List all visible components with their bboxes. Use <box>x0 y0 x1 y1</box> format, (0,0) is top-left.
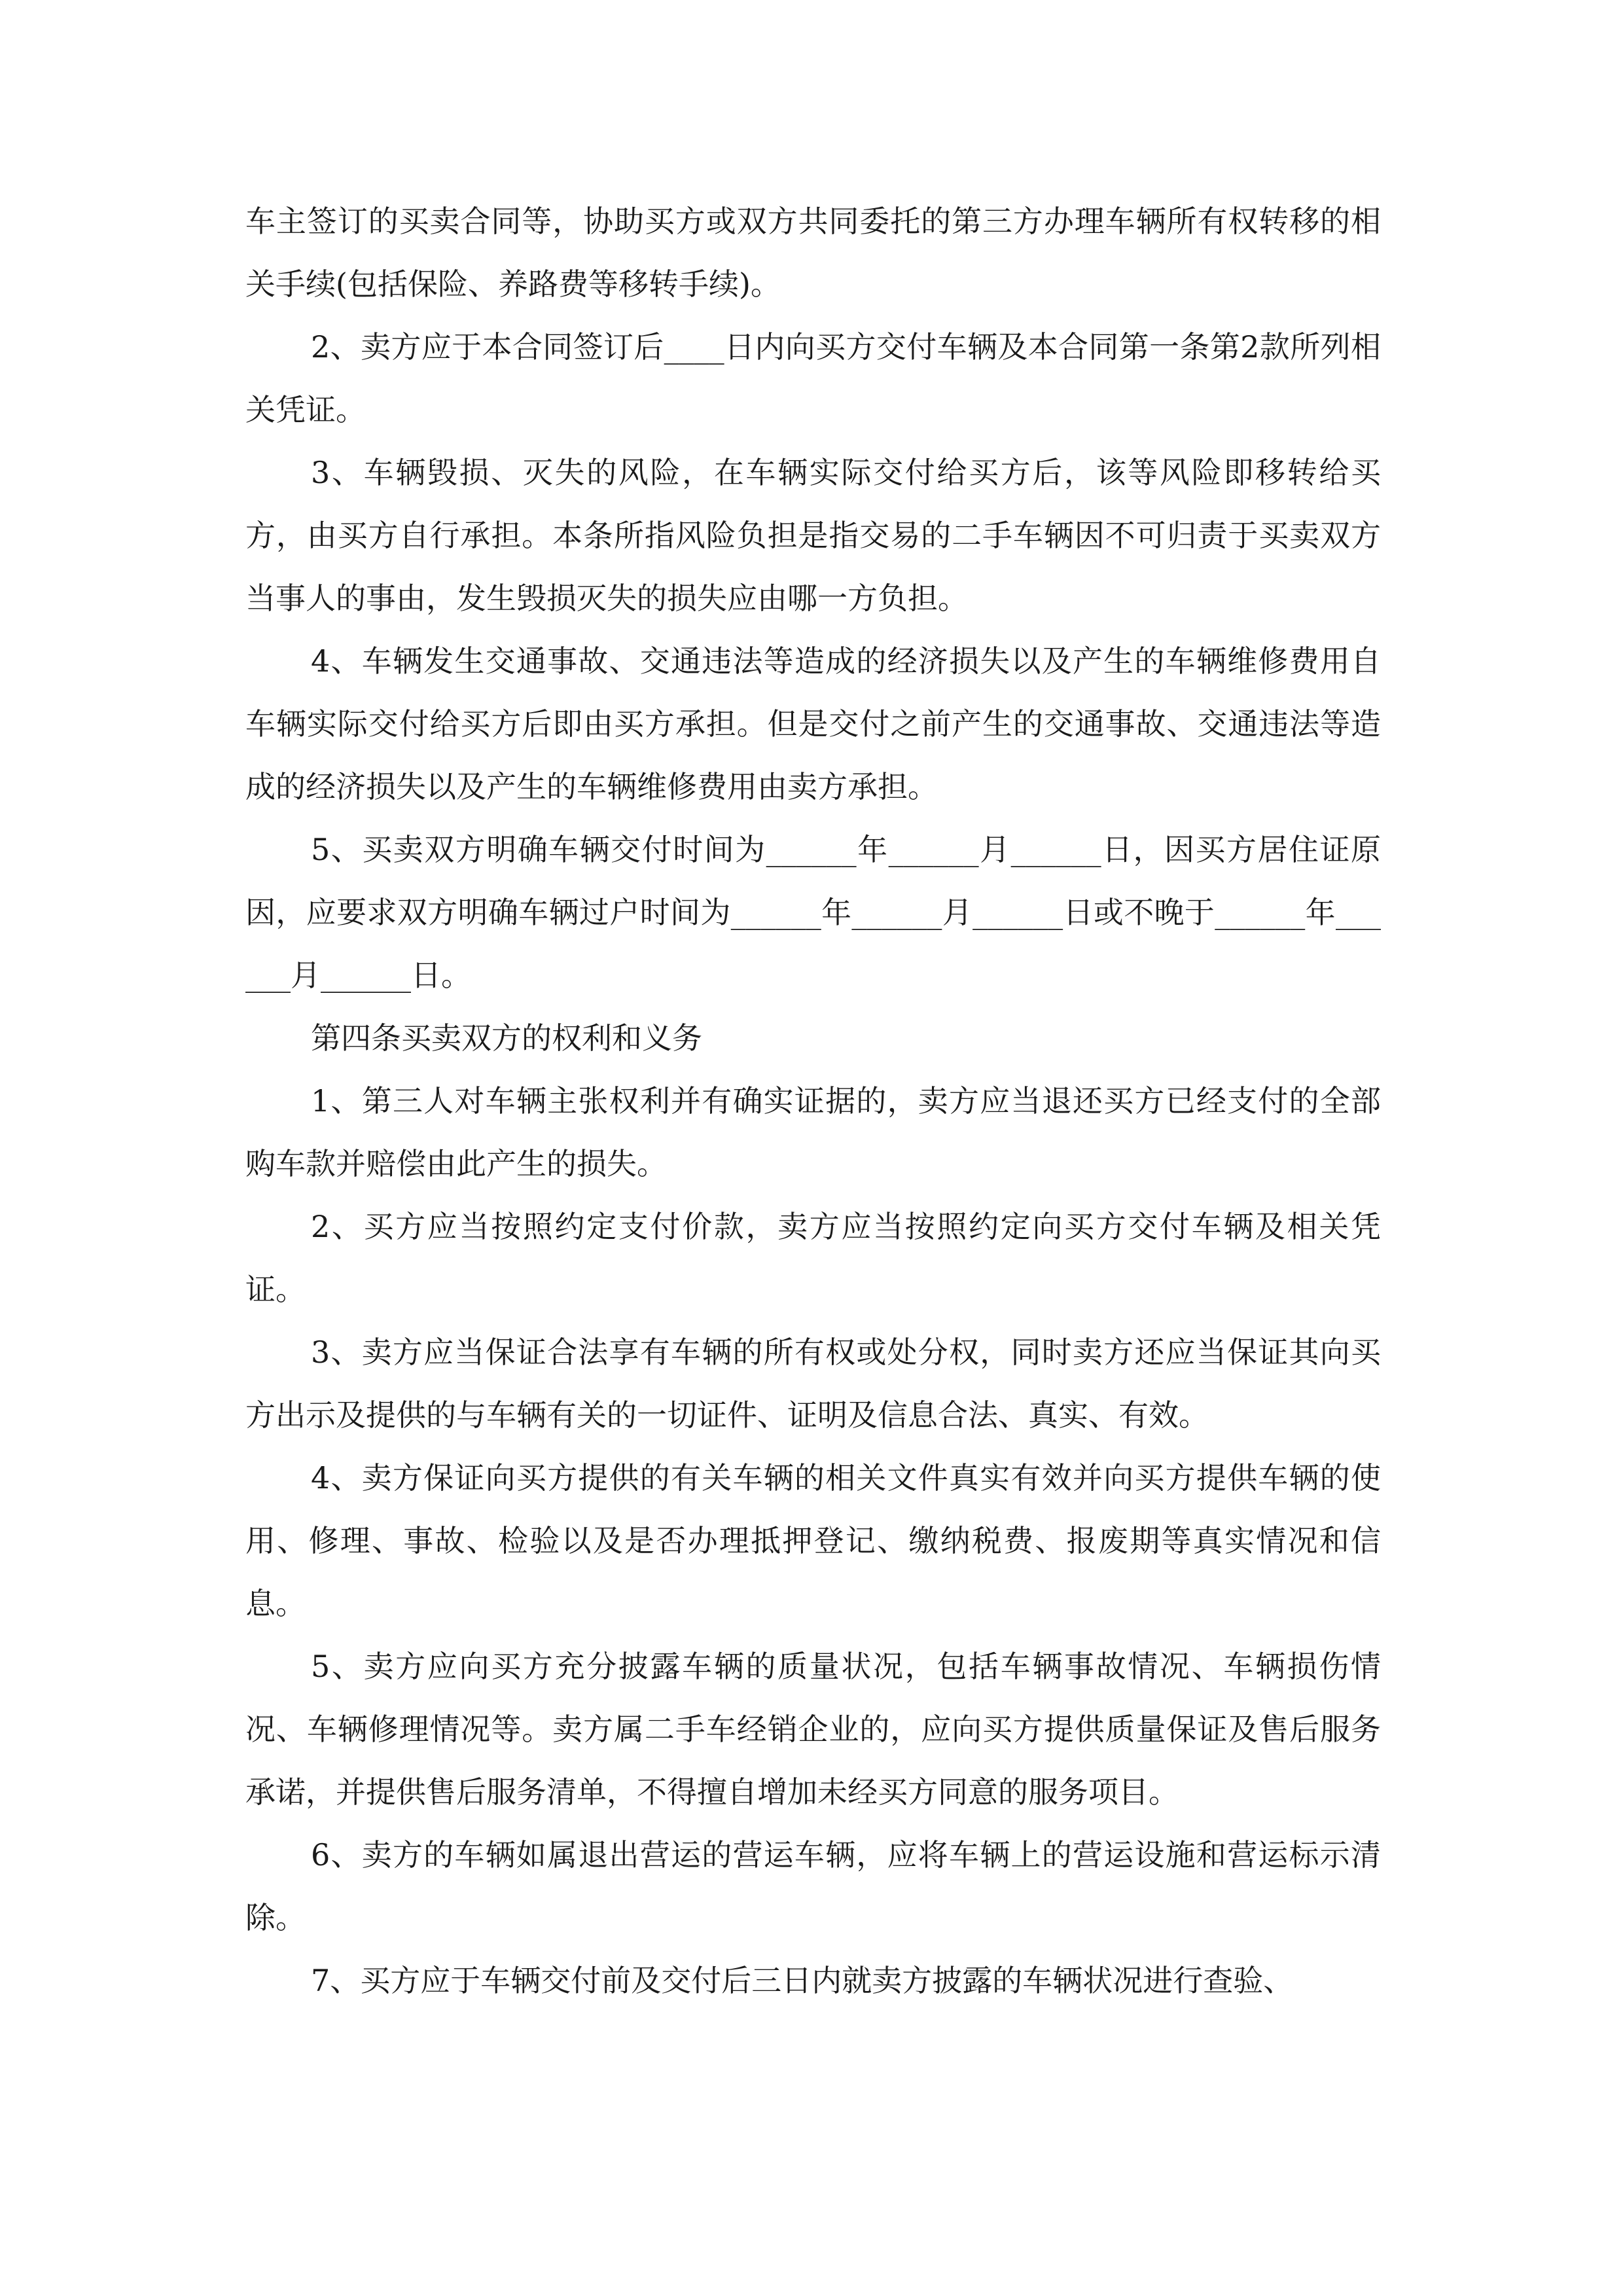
clause-3-2: 2、卖方应于本合同签订后____日内向买方交付车辆及本合同第一条第2款所列相关凭证。 <box>245 329 1381 427</box>
article-4-heading: 第四条买卖双方的权利和义务 <box>311 1020 702 1056</box>
document-page <box>245 190 1381 2012</box>
clause-4-6: 6、卖方的车辆如属退出营运的营运车辆，应将车辆上的营运设施和营运标示清除。 <box>245 1837 1381 1935</box>
clause-3-5: 5、买卖双方明确车辆交付时间为______年______月______日，因买方居住证原因，应要求双方明确车辆过户时间为______年______月______日或不晚于______年______月______日。 <box>245 832 1381 993</box>
clause-4-5: 5、卖方应向买方充分披露车辆的质量状况，包括车辆事故情况、车辆损伤情况、车辆修理情况等。卖方属二手车经销企业的，应向买方提供质量保证及售后服务承诺，并提供售后服务清单，不得擅自增加未经买方同意的服务项目。 <box>245 1649 1381 1810</box>
clause-4-2: 2、买方应当按照约定支付价款，卖方应当按照约定向买方交付车辆及相关凭证。 <box>245 1209 1381 1307</box>
clause-4-7: 7、买方应于车辆交付前及交付后三日内就卖方披露的车辆状况进行查验、 <box>311 1963 1294 1998</box>
clause-3-3: 3、车辆毁损、灭失的风险，在车辆实际交付给买方后，该等风险即移转给买方，由买方自行承担。本条所指风险负担是指交易的二手车辆因不可归责于买卖双方当事人的事由，发生毁损灭失的损失应由哪一方负担。 <box>245 455 1381 616</box>
clause-4-1: 1、第三人对车辆主张权利并有确实证据的，卖方应当退还买方已经支付的全部购车款并赔偿由此产生的损失。 <box>245 1083 1381 1181</box>
clause-4-3: 3、卖方应当保证合法享有车辆的所有权或处分权，同时卖方还应当保证其向买方出示及提供的与车辆有关的一切证件、证明及信息合法、真实、有效。 <box>245 1335 1381 1433</box>
clause-4-4: 4、卖方保证向买方提供的有关车辆的相关文件真实有效并向买方提供车辆的使用、修理、事故、检验以及是否办理抵押登记、缴纳税费、报废期等真实情况和信息。 <box>245 1460 1381 1621</box>
clause-3-4: 4、车辆发生交通事故、交通违法等造成的经济损失以及产生的车辆维修费用自车辆实际交付给买方后即由买方承担。但是交付之前产生的交通事故、交通违法等造成的经济损失以及产生的车辆维修费用由卖方承担。 <box>245 643 1381 804</box>
paragraph-continuation: 车主签订的买卖合同等，协助买方或双方共同委托的第三方办理车辆所有权转移的相关手续(包括保险、养路费等移转手续)。 <box>245 204 1381 302</box>
